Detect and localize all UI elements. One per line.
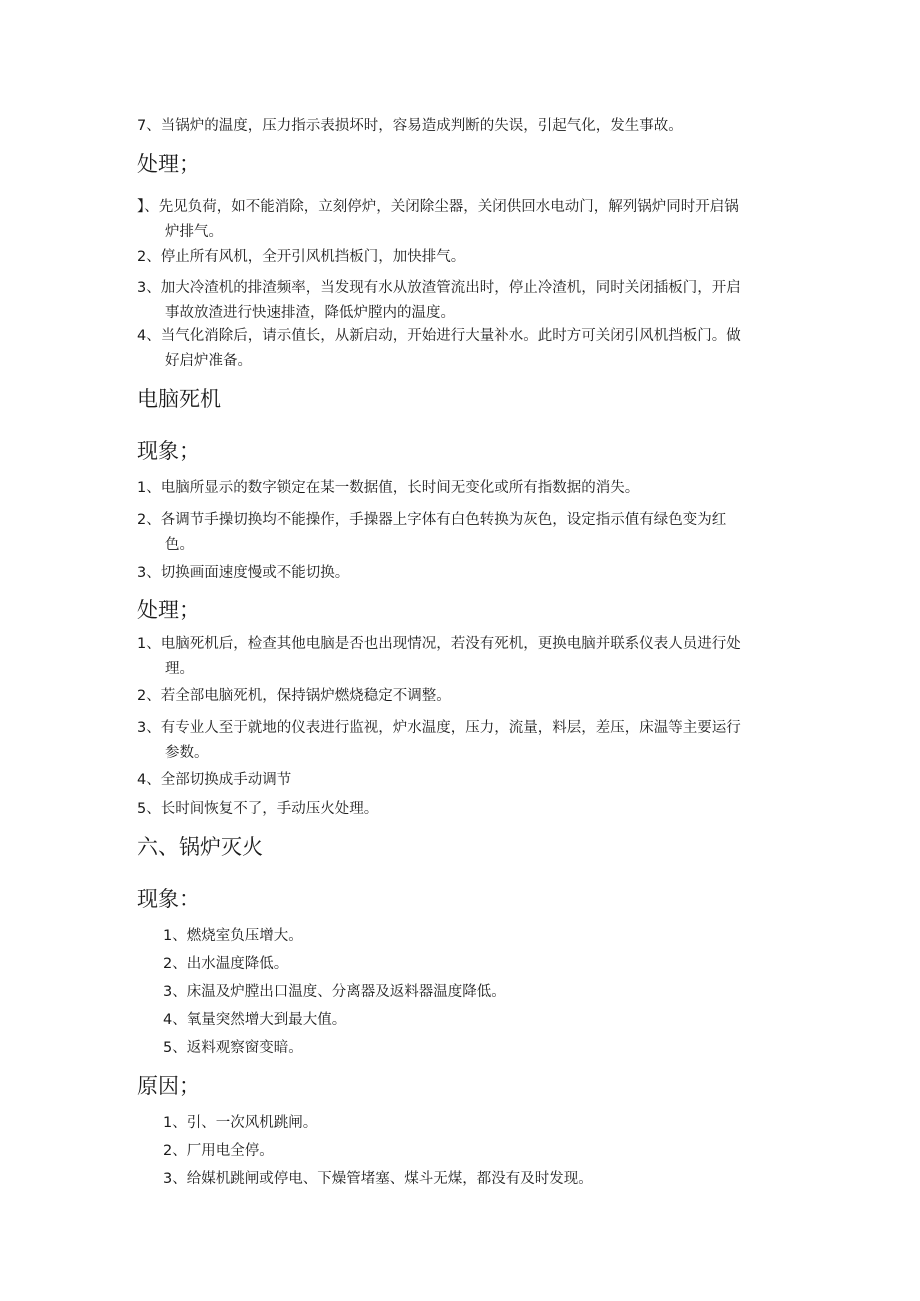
crash-phenomenon-3-line1: 3、切换画面速度慢或不能切换。 xyxy=(137,565,350,581)
crash-handling-1 xyxy=(137,632,741,677)
crash-handling-5-line1: 5、长时间恢复不了，手动压火处理。 xyxy=(137,801,379,817)
crash-phenomenon-2-line2: 色。 xyxy=(165,537,194,553)
handling-item-2-line1: 2、停止所有风机，全开引风机挡板门，加快排气。 xyxy=(137,249,466,265)
crash-phenomenon-3 xyxy=(137,561,349,586)
handling-item-3 xyxy=(137,276,741,321)
fault-item-7: 7、当锅炉的温度，压力指示表损坏时，容易造成判断的失误，引起气化，发生事故。 xyxy=(137,118,683,134)
crash-phenomenon-1 xyxy=(137,476,639,501)
crash-phenomenon-2 xyxy=(137,508,727,553)
flameout-phenomenon-2: 2、出水温度降低。 xyxy=(163,956,289,972)
crash-handling-5 xyxy=(137,797,378,822)
flameout-phenomenon-1: 1、燃烧室负压增大。 xyxy=(163,928,303,944)
crash-handling-3-line2: 参数。 xyxy=(165,745,209,761)
crash-handling-1-line1: 1、电脑死机后，检查其他电脑是否也出现情况，若没有死机，更换电脑并联系仪表人员进行处 xyxy=(137,636,741,652)
handling-item-4-line1: 4、当气化消除后，请示值长，从新启动，开始进行大量补水。此时方可关闭引风机挡板门。做 xyxy=(137,328,741,344)
handling-item-3-line1: 3、加大冷渣机的排渣频率，当发现有水从放渣管流出时，停止冷渣机，同时关闭插板门，开启 xyxy=(137,280,741,296)
crash-handling-4 xyxy=(137,768,291,793)
phenomena-heading-1: 现象； xyxy=(137,439,200,463)
phenomena-heading-2: 现象： xyxy=(137,887,200,911)
section-title-flameout: 六、锅炉灭火 xyxy=(137,835,263,859)
crash-handling-4-line1: 4、全部切换成手动调节 xyxy=(137,772,292,788)
flameout-phenomenon-4: 4、氧量突然增大到最大值。 xyxy=(163,1012,347,1028)
handling-item-3-line2: 事故放渣进行快速排渣，降低炉膛内的温度。 xyxy=(165,305,455,321)
handling-heading-2: 处理； xyxy=(137,598,200,622)
causes-heading: 原因； xyxy=(137,1074,200,1098)
section-title-computer-crash: 电脑死机 xyxy=(137,387,221,411)
handling-item-1-line1: 】、先见负荷，如不能消除，立刻停炉，关闭除尘器，关闭供回水电动门，解列锅炉同时开启锅 xyxy=(137,199,739,215)
crash-handling-2 xyxy=(137,684,451,709)
handling-heading-1: 处理； xyxy=(137,152,200,176)
flameout-cause-3: 3、给媒机跳闸或停电、下燥管堵塞、煤斗无煤，都没有及时发现。 xyxy=(163,1171,593,1187)
crash-phenomenon-2-line1: 2、各调节手操切换均不能操作，手操器上字体有白色转换为灰色，设定指示值有绿色变为红 xyxy=(137,512,727,528)
handling-item-4-line2: 好启炉准备。 xyxy=(165,353,252,369)
handling-item-1-line2: 炉排气。 xyxy=(165,224,223,240)
crash-handling-3-line1: 3、有专业人至于就地的仪表进行监视，炉水温度，压力，流量，料层，差压，床温等主要运行 xyxy=(137,720,741,736)
flameout-cause-2: 2、厂用电全停。 xyxy=(163,1143,274,1159)
flameout-phenomenon-5: 5、返料观察窗变暗。 xyxy=(163,1040,303,1056)
handling-item-1 xyxy=(137,195,739,240)
handling-item-4 xyxy=(137,324,741,369)
flameout-phenomenon-3: 3、床温及炉膛出口温度、分离器及返料器温度降低。 xyxy=(163,984,506,1000)
crash-phenomenon-1-line1: 1、电脑所显示的数字锁定在某一数据值，长时间无变化或所有指数据的消失。 xyxy=(137,480,640,496)
crash-handling-3 xyxy=(137,716,741,761)
crash-handling-2-line1: 2、若全部电脑死机，保持锅炉燃烧稳定不调整。 xyxy=(137,688,451,704)
flameout-cause-1: 1、引、一次风机跳闸。 xyxy=(163,1115,318,1131)
handling-item-2 xyxy=(137,245,465,270)
crash-handling-1-line2: 理。 xyxy=(165,661,194,677)
